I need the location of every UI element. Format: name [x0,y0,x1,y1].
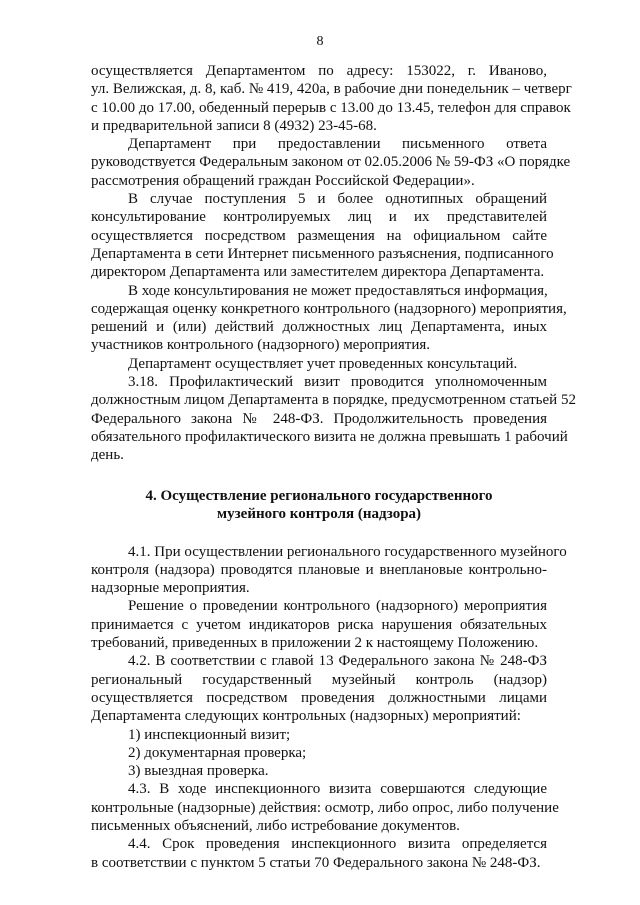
section-heading [91,487,547,524]
text-line: осуществляется Департаментом по адресу: 153022, г. Иваново, [91,63,547,79]
heading-line: 4. Осуществление регионального государственного [145,487,493,504]
text-line: в соответствии с пунктом 5 статьи 70 Федерального закона № 248-ФЗ. [91,854,541,871]
list-item: 2) документарная проверка; [128,744,307,761]
text-line: ул. Велижская, д. 8, каб. № 419, 420а, в рабочие дни понедельник – четверг [91,81,572,98]
heading-line: музейного контроля (надзора) [216,506,422,523]
paragraph-first-line: 4.1. При осуществлении регионального государственного музейного [128,543,567,560]
text-line: контрольные (надзорные) действия: осмотр, либо опрос, либо получение [91,799,559,816]
text-line: руководствуется Федеральным законом от 02.05.2006 № 59-ФЗ «О порядке [91,154,571,171]
paragraph-first-line: Департамент осуществляет учет проведенных консультаций. [128,355,518,372]
text-line: директором Департамента или заместителем директора Департамента. [91,264,545,281]
list-item: 1) инспекционный визит; [128,726,291,743]
paragraph-first-line: В случае поступления 5 и более однотипных обращений [128,191,547,208]
paragraph-first-line: В ходе консультирования не может предоставляться информация, [128,282,548,299]
paragraph-first-line: 4.4. Срок проведения инспекционного визита определяется [128,836,547,853]
text-line: содержащая оценку конкретного контрольного (надзорного) мероприятия, [91,300,567,317]
text-line: консультирование контролируемых лиц и их представителей [91,209,547,226]
text-line: рассмотрения обращений граждан Российской Федерации». [91,172,475,189]
paragraph-first-line: 4.3. В ходе инспекционного визита совершаются следующие [128,781,547,798]
paragraph-first-line: Решение о проведении контрольного (надзорного) мероприятия [128,598,547,615]
text-line: с 10.00 до 17.00, обеденный перерыв с 13.00 до 13.45, телефон для справок [91,99,571,116]
page-number: 8 [316,34,324,49]
text-line: контроля (надзора) проводятся плановые и внеплановые контрольно- [91,561,547,578]
paragraph-first-line: 4.2. В соответствии с главой 13 Федерального закона № 248-ФЗ [128,653,547,670]
paragraph-first-line: 3.18. Профилактический визит проводится уполномоченным [128,374,547,391]
text-line: Департамента следующих контрольных (надзорных) мероприятий: [91,708,521,725]
text-line: региональный государственный музейный контроль (надзор) [91,671,547,688]
text-line: письменных объяснений, либо истребование документов. [91,817,460,834]
text-line: надзорные мероприятия. [91,580,250,597]
text-line: осуществляется посредством размещения на официальном сайте [91,227,547,244]
text-line: должностным лицом Департамента в порядке, предусмотренном статьей 52 [91,392,576,409]
text-line: участников контрольного (надзорного) мероприятия. [91,337,431,354]
control-section [91,543,567,872]
text-line: Департамента в сети Интернет письменного разъяснения, подписанного [91,245,554,262]
text-line: принимается с учетом индикаторов риска нарушения обязательных [91,616,547,633]
text-line: день. [91,447,124,464]
text-line: осуществляется посредством проведения должностными лицами [91,689,547,706]
text-line: обязательного профилактического визита не должна превышать 1 рабочий [91,428,568,445]
text-line: и предварительной записи 8 (4932) 23-45-68. [91,117,377,134]
document-body [91,62,576,872]
text-line: требований, приведенных в приложении 2 к настоящему Положению. [91,635,539,652]
text-line: Федерального закона № 248-ФЗ. Продолжительность проведения [91,410,547,427]
consultation-section [91,62,576,465]
list-item: 3) выездная проверка. [128,763,269,780]
paragraph-first-line: Департамент при предоставлении письменного ответа [128,136,547,153]
text-line: решений и (или) действий должностных лиц Департамента, иных [91,319,547,336]
